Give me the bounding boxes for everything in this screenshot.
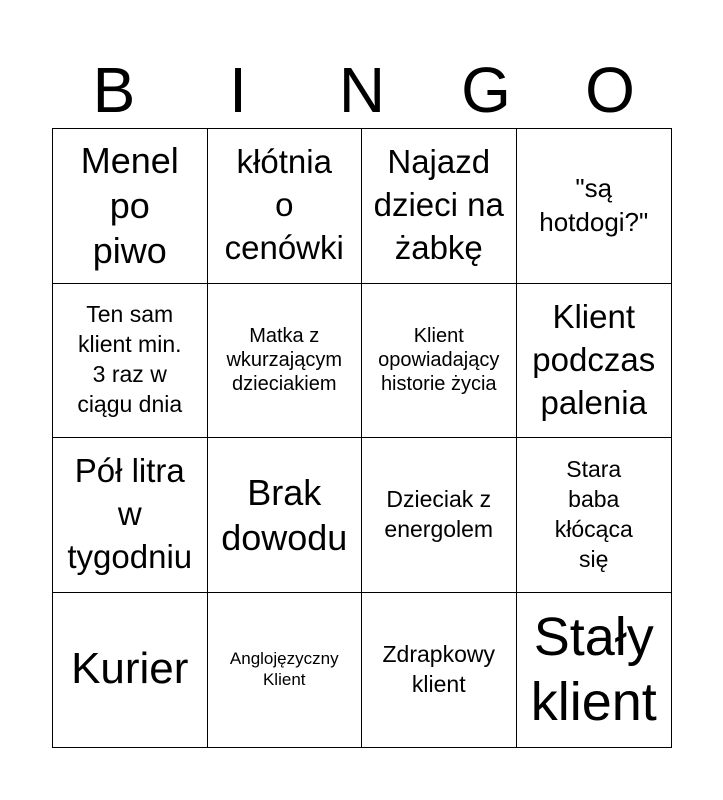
bingo-cell-text: Pół litra w tygodniu [67,452,193,576]
bingo-cell-text: Matka z wkurzającym dzieciakiem [226,324,343,396]
bingo-cell-text: Ten sam klient min. 3 raz w ciągu dnia [77,301,183,418]
header-letter-o: O [585,54,635,126]
bingo-cell-text: kłótnia o cenówki [224,143,344,267]
bingo-cell-8[interactable] [517,284,672,439]
header-letter-b: B [92,54,136,126]
bingo-cell-1[interactable] [53,129,208,284]
bingo-cell-15[interactable] [362,593,517,748]
bingo-cell-9[interactable] [53,438,208,593]
bingo-cell-text: Klient podczas palenia [532,297,656,421]
bingo-cell-13[interactable] [53,593,208,748]
bingo-cell-text: Dzieciak z energolem [384,485,494,542]
bingo-grid [52,128,672,748]
bingo-cell-text: Anglojęzyczny Klient [229,649,339,689]
bingo-cell-5[interactable] [53,284,208,439]
bingo-cell-14[interactable] [208,593,363,748]
bingo-cell-text: Stara baba kłócąca się [554,455,633,572]
bingo-cell-text: "są hotdogi?" [539,172,649,237]
bingo-cell-16[interactable] [517,593,672,748]
bingo-cell-10[interactable] [208,438,363,593]
bingo-cell-text: Brak dowodu [221,471,348,558]
bingo-cell-7[interactable] [362,284,517,439]
bingo-cell-3[interactable] [362,129,517,284]
bingo-cell-text: Kurier [71,644,189,694]
bingo-cell-text: Zdrapkowy klient [382,640,495,697]
bingo-cell-11[interactable] [362,438,517,593]
bingo-cell-2[interactable] [208,129,363,284]
header-letter-i: I [229,54,247,126]
bingo-cell-4[interactable] [517,129,672,284]
bingo-cell-text: Stały klient [530,606,657,732]
bingo-cell-text: Najazd dzieci na żabkę [373,143,504,267]
bingo-cell-text: Klient opowiadający historie życia [378,324,500,396]
header-letter-g: G [461,54,511,126]
bingo-cell-6[interactable] [208,284,363,439]
bingo-header [52,52,672,128]
bingo-cell-text: Menel po piwo [80,140,179,272]
header-letter-n: N [338,54,386,126]
bingo-cell-12[interactable] [517,438,672,593]
